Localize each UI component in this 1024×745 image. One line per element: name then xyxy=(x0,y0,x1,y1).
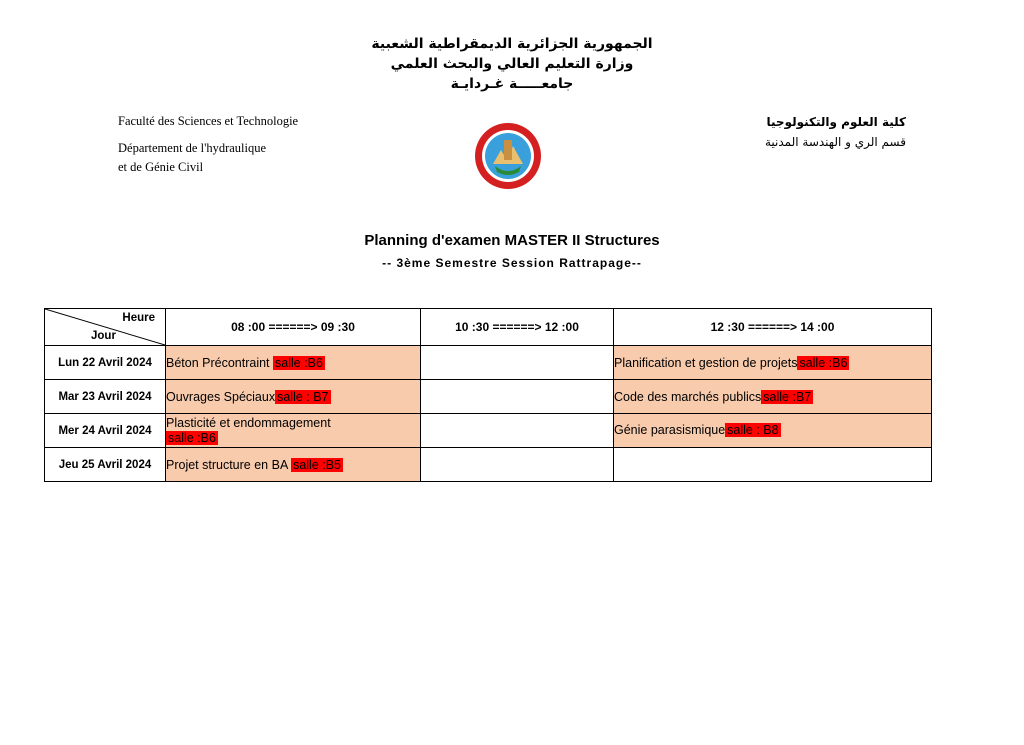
faculty-name-ar: كلية العلوم والتكنولوجيا xyxy=(766,115,906,129)
slot-header-2: 10 :30 ======> 12 :00 xyxy=(421,309,614,346)
corner-cell xyxy=(45,309,166,346)
page-title: Planning d'examen MASTER II Structures xyxy=(364,232,660,249)
room-badge: salle :B5 xyxy=(293,457,342,472)
republic-title: الجمهورية الجزائرية الديمقراطية الشعبية xyxy=(371,36,653,52)
day-cell: Mer 24 Avril 2024 xyxy=(45,414,166,448)
table-row xyxy=(45,380,932,414)
department-name-fr-line2: et de Génie Civil xyxy=(118,160,204,174)
department-name-ar: قسم الري و الهندسة المدنية xyxy=(764,135,906,149)
day-cell: Lun 22 Avril 2024 xyxy=(45,346,166,380)
empty-cell xyxy=(421,414,614,448)
table-row xyxy=(45,448,932,482)
course-name: Plasticité et endommagement xyxy=(166,415,331,430)
university-title: جامعـــــة غـردايـة xyxy=(450,76,574,92)
exam-schedule-table xyxy=(44,308,932,482)
course-name: Planification et gestion de projets xyxy=(614,355,798,370)
empty-cell xyxy=(421,448,614,482)
exam-cell xyxy=(166,414,421,448)
exam-cell xyxy=(614,414,932,448)
room-badge: salle : B8 xyxy=(727,423,779,437)
university-logo xyxy=(473,120,543,192)
room-badge: salle :B6 xyxy=(799,355,848,370)
course-name: Béton Précontraint xyxy=(166,355,274,370)
room-badge: salle :B6 xyxy=(168,430,216,445)
room-badge: salle : B7 xyxy=(277,389,329,404)
course-name: Ouvrages Spéciaux xyxy=(166,389,276,404)
exam-cell xyxy=(614,380,932,414)
empty-cell xyxy=(421,346,614,380)
slot-header-3: 12 :30 ======> 14 :00 xyxy=(614,309,932,346)
table-row xyxy=(45,346,932,380)
exam-cell xyxy=(614,346,932,380)
corner-jour-label: Jour xyxy=(91,330,116,342)
room-badge: salle :B6 xyxy=(275,355,323,370)
ministry-title: وزارة التعليم العالي والبحث العلمي xyxy=(390,56,634,72)
exam-cell xyxy=(166,448,421,482)
faculty-name-fr: Faculté des Sciences et Technologie xyxy=(118,114,299,128)
slot-header-1: 08 :00 ======> 09 :30 xyxy=(166,309,421,346)
day-cell: Jeu 25 Avril 2024 xyxy=(45,448,166,482)
empty-cell xyxy=(421,380,614,414)
course-name: Code des marchés publics xyxy=(614,389,762,404)
table-row xyxy=(45,414,932,448)
department-name-fr-line1: Département de l'hydraulique xyxy=(118,141,267,155)
exam-cell xyxy=(166,346,421,380)
course-name: Projet structure en BA xyxy=(166,457,292,472)
room-badge: salle :B7 xyxy=(763,389,812,404)
page-subtitle: -- 3ème Semestre Session Rattrapage-- xyxy=(382,256,642,270)
empty-cell xyxy=(614,448,932,482)
corner-heure-label: Heure xyxy=(122,312,155,324)
exam-cell xyxy=(166,380,421,414)
course-name: Génie parasismique xyxy=(614,423,726,437)
table-header-row xyxy=(45,309,932,346)
day-cell: Mar 23 Avril 2024 xyxy=(45,380,166,414)
